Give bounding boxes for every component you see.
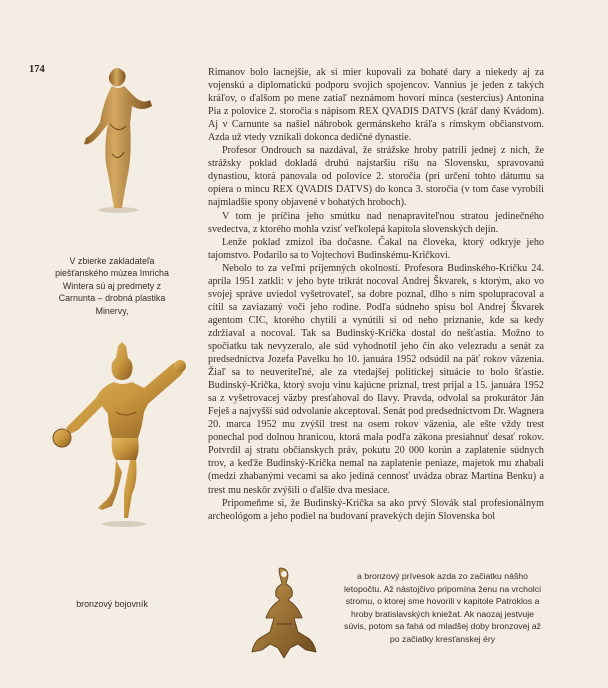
paragraph: Nebolo to za veľmi príjemných okolností. Profesora Budinského-Kričku 24. apríla 1951 zatkli: v jeho byte trikrát nocoval Andrej Škvarek, s ktorým, ako vo svojej správe uviedol vyšetrovateľ, sa dobre poznal, dlho s ním spolupracoval a cítil sa zaviazaný voči jeho rodine. Podľa súdneho spisu bol Andrej Škvarek agentom CIC, ktorého chytili a vynútili si od neho priznanie, kde sa kedy zdržiaval a nocoval. Tak sa Budinský-Krička dostal do nešťastia. Možno to spočiatku tak nevyzeralo, ale súd vyhodnotil jeho čin ako velezradu a senát za predsedníctva Jozefa Pavelku ho 10. januára 1952 odsúdil na päť rokov väzenia. Žiaľ sa to neuveriteľné, ale za vtedajšej politickej situácie to bolo šťastie. Budinský-Krička, ktorý svoju vinu kajúcne priznal, trest prijal a 15. januára 1952 sa z vyšetrovacej väzby presťahoval do Ilavy. Pravda, odvolal sa prokurátor Ján Feješ a najvyšší súd odvolanie akceptoval. Senát pod predsedníctvom Dr. Wagnera 20. marca 1952 mu zvýšil trest na osem rokov väzenia, ale ešte vždy trest ponechal pod dolnou hranicou, ktorá mala podľa zákona presiahnuť desať rokov. Potvrdil aj stratu občianskych práv, pokutu 20 000 korún a zaplatenie súdnych trov, a keďže Budinský-Krička nemal na zaplatenie peniaze, majetok mu zhabali (medzi zhabanými vecami sa ako jediná cennosť uvádza obraz Martina Benku) a trest mu neskôr zvýšili o ďalšie dva mesiace. xyxy=(208,262,544,496)
bronze-warrior-image xyxy=(52,342,192,528)
page-number: 174 xyxy=(29,64,45,75)
paragraph: Profesor Ondrouch sa nazdával, že strážske hroby patrili jednej z nich, že strážsky poklad dokladá druhú najstaršiu ríšu na Slovensku, spravovanú dynastiou, ktorá panovala od polovice 2. storočia (pri určení tohto dátumu sa opiera o mincu REX QVADIS DATVS) do konca 3. storočia (v tom čase vyrobili najmladšie spony objavené v bohatých hroboch). xyxy=(208,145,544,209)
minerva-statuette-image xyxy=(78,64,162,214)
paragraph: V tom je príčina jeho smútku nad nenapraviteľnou stratou jedinečného svedectva, z ktorého mohla vzísť veľkolepá kapitola slovenských dejín. xyxy=(208,210,544,235)
minerva-caption: V zbierke zakladateľa piešťanského múzea Imricha Wintera sú aj predmety z Carnunta – drobná plastika Minervy, xyxy=(55,256,169,316)
paragraph: Rimanov bolo lacnejšie, ak si mier kupovali za bohaté dary a niekedy aj za vojenskú a diplomatickú podporu svojich spojencov. Vannius je jeden z takých kráľov, o ďalšom po mene zatiaľ neznámom hovorí minca (sestercius) Antonina Pia z polovice 2. storočia s nápisom REX QVADIS DATVS (kráľ daný Kvádom). Aj v Carnunte sa našiel náhrobok germánskeho kráľa s rímskym občianstvom. Azda už vtedy vznikali dokonca dedičné dynastie. xyxy=(208,67,544,144)
bronze-pendant-image xyxy=(246,566,322,662)
paragraph: Pripomeňme si, že Budinský-Krička sa ako prvý Slovák stal profesionálnym archeológom a jeho podiel na budovaní pravekých dejín Slovenska bol xyxy=(208,497,544,522)
main-text-column xyxy=(208,66,544,523)
pendant-caption: a bronzový prívesok azda zo začiatku nášho letopočtu. Až nástojčivo pripomína ženu na vrcholci stromu, o ktorej sme hovorili v kapitole Patroklos a hroby bratislavských kniežat. Ak naozaj jestvuje súvis, potom sa fahá od mladšej doby bronzovej až po začiatky kresťanskej éry xyxy=(343,571,542,644)
warrior-caption: bronzový bojovník xyxy=(76,599,148,609)
paragraph: Lenže poklad zmizol iba dočasne. Čakal na človeka, ktorý odkryje jeho tajomstvo. Podarilo sa to Vojtechovi Budinskému-Kričkovi. xyxy=(208,236,544,261)
